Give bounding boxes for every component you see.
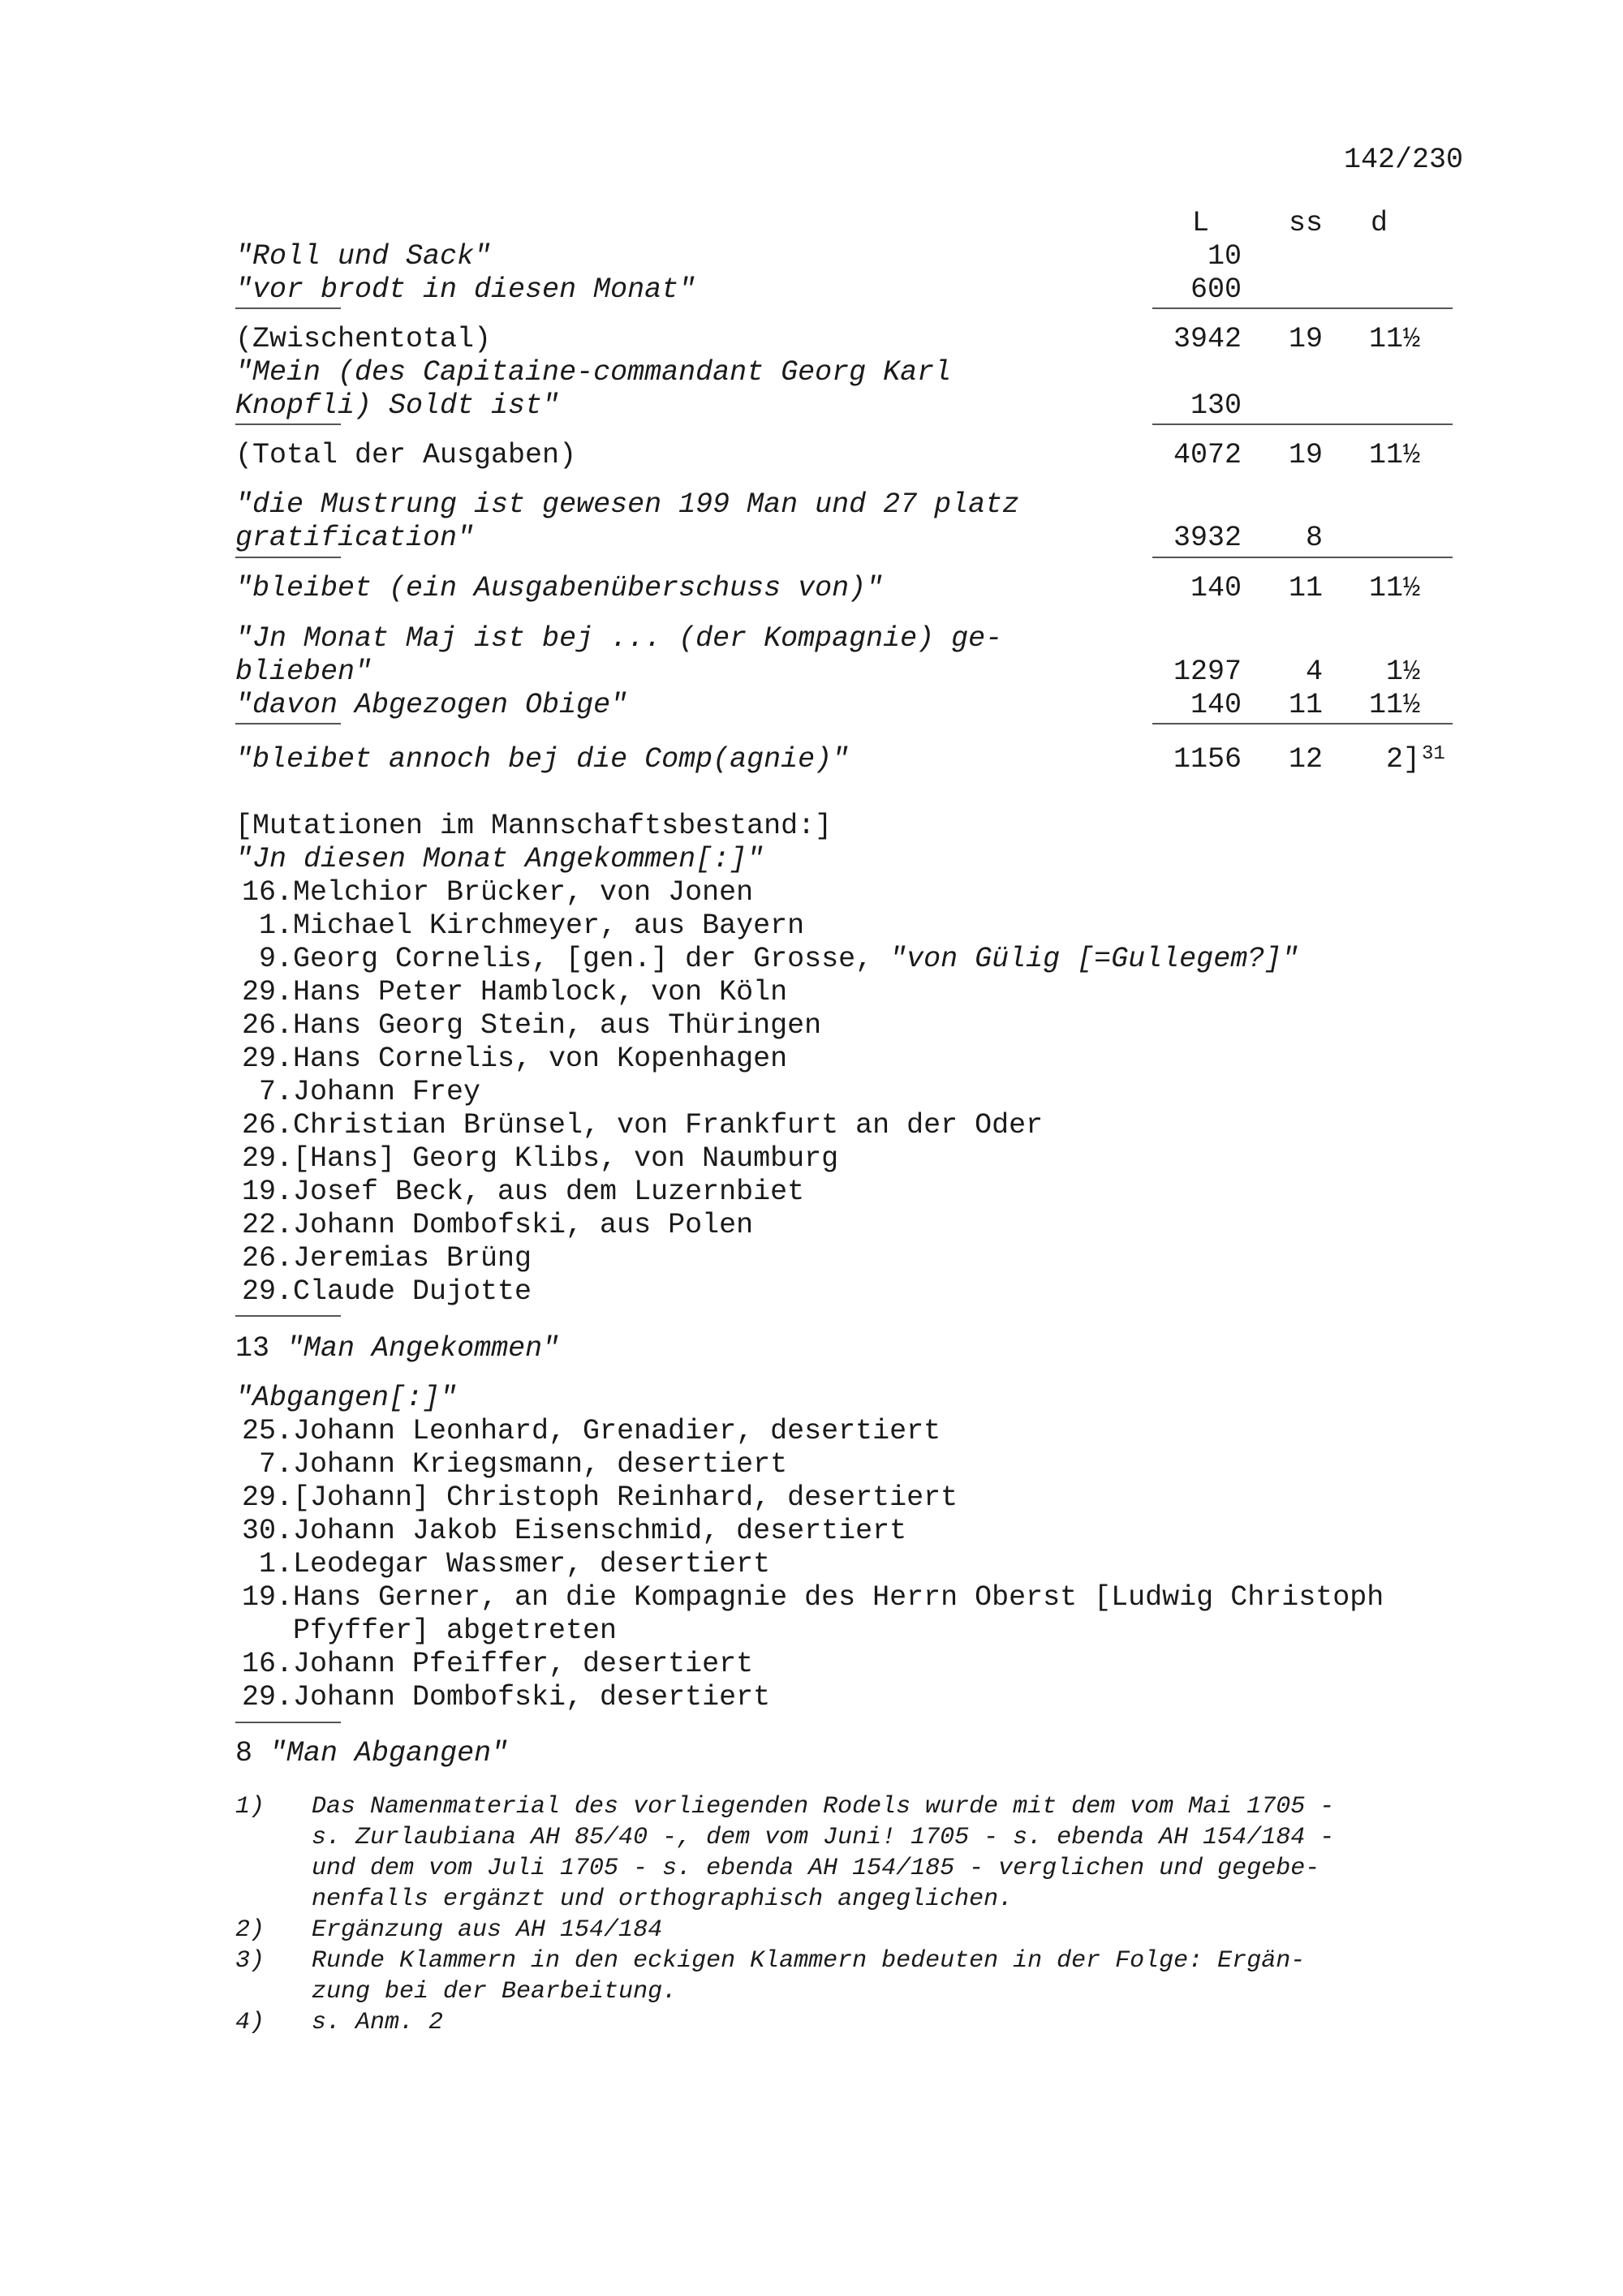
list-underline	[235, 1315, 341, 1317]
departure-text: Johann Kriegsmann, desertiert	[293, 1448, 788, 1481]
arrival-entry	[233, 976, 787, 1009]
ledger-label-total: (Total der Ausgaben)	[235, 439, 577, 471]
arrival-origin-quote: "von Gülig [=Gullegem?]"	[889, 943, 1299, 975]
arrival-day: 29.	[241, 976, 293, 1008]
arrival-day: 1.	[258, 909, 293, 942]
departure-day: 7.	[258, 1448, 293, 1481]
departure-entry	[233, 1515, 906, 1548]
ledger-maj-l: 1297	[1173, 656, 1242, 688]
ledger-annoch-d-value: 2]	[1385, 743, 1420, 776]
ledger-total-ss: 19	[1288, 439, 1323, 471]
sum-rule	[1152, 557, 1453, 558]
arrival-entry	[233, 1176, 804, 1209]
footnote-ref-31: 31	[1422, 743, 1445, 765]
ledger-bleibet-ss: 11	[1288, 572, 1323, 604]
arrival-entry	[233, 1209, 753, 1242]
arrival-day: 22.	[241, 1209, 293, 1241]
departure-day: 16.	[241, 1648, 293, 1680]
sum-rule	[1152, 723, 1453, 724]
footnote-text: zung bei der Bearbeitung.	[312, 1978, 678, 2006]
ledger-soldt-l: 130	[1190, 389, 1242, 422]
arrival-text: Johann Frey	[293, 1076, 481, 1108]
arrival-text: Johann Dombofski, aus Polen	[293, 1209, 754, 1241]
arrival-day: 26.	[241, 1009, 293, 1042]
arrival-text: Hans Cornelis, von Kopenhagen	[293, 1043, 788, 1075]
ledger-label-brodt: "vor brodt in diesen Monat"	[235, 273, 696, 306]
label-underline	[235, 723, 341, 724]
ledger-label-mustrung-line1: "die Mustrung ist gewesen 199 Man und 27 platz	[235, 488, 1020, 521]
departure-day: 30.	[241, 1515, 293, 1547]
footnote-text: Runde Klammern in den eckigen Klammern bedeuten in der Folge: Ergän-	[312, 1947, 1306, 1975]
ledger-roll-l: 10	[1207, 240, 1242, 273]
departures-total	[235, 1737, 508, 1770]
arrival-day: 29.	[241, 1043, 293, 1075]
arrival-entry	[233, 1142, 838, 1176]
arrival-day: 7.	[258, 1076, 293, 1108]
arrivals-total-label: "Man Angekommen"	[286, 1332, 560, 1365]
ledger-zwischentotal-l: 3942	[1173, 323, 1242, 355]
ledger-abgezogen-d: 11½	[1368, 689, 1420, 721]
arrival-entry	[233, 1275, 532, 1309]
footnote-text: Das Namenmaterial des vorliegenden Rodels wurde mit dem vom Mai 1705 -	[312, 1793, 1335, 1821]
ledger-annoch-ss: 12	[1288, 743, 1323, 776]
arrival-day: 26.	[241, 1109, 293, 1142]
departure-day: 29.	[241, 1681, 293, 1713]
arrivals-total	[235, 1332, 559, 1365]
page-number: 142/230	[1344, 144, 1464, 176]
column-header-l: L	[1191, 207, 1209, 239]
arrival-day: 16.	[241, 876, 293, 909]
ledger-abgezogen-l: 140	[1190, 689, 1242, 721]
arrival-entry	[233, 876, 753, 909]
arrival-text: Georg Cornelis, [gen.] der Grosse,	[293, 943, 890, 975]
ledger-mustrung-l: 3932	[1173, 522, 1242, 554]
departure-day: 19.	[241, 1581, 293, 1614]
arrival-day: 9.	[258, 943, 293, 975]
mutations-heading: [Mutationen im Mannschaftsbestand:]	[235, 810, 833, 842]
ledger-brodt-l: 600	[1190, 273, 1242, 306]
ledger-maj-ss: 4	[1305, 656, 1323, 688]
label-underline	[235, 424, 341, 425]
ledger-annoch-d	[1347, 743, 1420, 776]
arrival-entry	[233, 1109, 1043, 1142]
arrival-day: 26.	[241, 1242, 293, 1275]
arrival-text: Christian Brünsel, von Frankfurt an der Oder	[293, 1109, 1044, 1142]
departure-entry	[233, 1448, 787, 1481]
ledger-abgezogen-ss: 11	[1288, 689, 1323, 721]
arrival-text: [Hans] Georg Klibs, von Naumburg	[293, 1142, 839, 1175]
departure-text: Leodegar Wassmer, desertiert	[293, 1548, 771, 1580]
departures-total-label: "Man Abgangen"	[269, 1737, 509, 1769]
footnote-text: Ergänzung aus AH 154/184	[312, 1916, 663, 1944]
footnote-number: 1)	[235, 1793, 265, 1821]
departure-text: Johann Leonhard, Grenadier, desertiert	[293, 1415, 941, 1447]
ledger-label-bleibet: "bleibet (ein Ausgabenüberschuss von)"	[235, 572, 884, 604]
arrivals-count: 13	[235, 1332, 270, 1365]
column-header-ss: ss	[1288, 207, 1323, 239]
departure-entry	[233, 1581, 1384, 1615]
arrival-day: 29.	[241, 1275, 293, 1308]
arrival-text: Josef Beck, aus dem Luzernbiet	[293, 1176, 805, 1208]
ledger-label-abgezogen: "davon Abgezogen Obige"	[235, 689, 628, 721]
departure-entry	[233, 1548, 770, 1581]
departure-day: 1.	[258, 1548, 293, 1580]
footnote-number: 4)	[235, 2009, 265, 2036]
arrival-entry	[233, 1043, 787, 1076]
ledger-mustrung-ss: 8	[1305, 522, 1323, 554]
arrival-text: Hans Georg Stein, aus Thüringen	[293, 1009, 822, 1042]
departures-count: 8	[235, 1737, 253, 1769]
footnote-text: s. Anm. 2	[312, 2009, 444, 2036]
arrival-day: 29.	[241, 1142, 293, 1175]
departure-text: [Johann] Christoph Reinhard, desertiert	[293, 1481, 958, 1514]
departure-entry	[233, 1415, 941, 1448]
ledger-label-mustrung-line2: gratification"	[235, 522, 475, 554]
ledger-label-annoch: "bleibet annoch bej die Comp(agnie)"	[235, 743, 850, 776]
ledger-total-d: 11½	[1368, 439, 1420, 471]
ledger-zwischentotal-d: 11½	[1368, 323, 1420, 355]
ledger-maj-d: 1½	[1385, 656, 1420, 688]
arrivals-heading: "Jn diesen Monat Angekommen[:]"	[235, 843, 764, 875]
footnote-text: s. Zurlaubiana AH 85/40 -, dem vom Juni! 1705 - s. ebenda AH 154/184 -	[312, 1824, 1335, 1851]
arrival-entry	[233, 1009, 821, 1043]
ledger-total-l: 4072	[1173, 439, 1242, 471]
footnote-number: 3)	[235, 1947, 265, 1975]
ledger-label-soldt-line1: "Mein (des Capitaine-commandant Georg Karl	[235, 356, 952, 389]
ledger-bleibet-l: 140	[1190, 572, 1242, 604]
ledger-label-maj-line2: blieben"	[235, 656, 372, 688]
sum-rule	[1152, 307, 1453, 309]
departure-day: 29.	[241, 1481, 293, 1514]
departure-continuation: Pfyffer] abgetreten	[293, 1615, 618, 1647]
ledger-bleibet-d: 11½	[1368, 572, 1420, 604]
departure-day: 25.	[241, 1415, 293, 1447]
label-underline	[235, 307, 341, 309]
footnote-number: 2)	[235, 1916, 265, 1944]
label-underline	[235, 557, 341, 558]
footnote-text: nenfalls ergänzt und orthographisch angeglichen.	[312, 1885, 1014, 1913]
departure-text: Hans Gerner, an die Kompagnie des Herrn Oberst [Ludwig Christoph	[293, 1581, 1384, 1614]
departure-text: Johann Dombofski, desertiert	[293, 1681, 771, 1713]
arrival-text: Jeremias Brüng	[293, 1242, 532, 1275]
list-underline	[235, 1722, 341, 1723]
sum-rule	[1152, 424, 1453, 425]
arrival-entry	[233, 943, 1298, 976]
arrival-text: Claude Dujotte	[293, 1275, 532, 1308]
arrival-day: 19.	[241, 1176, 293, 1208]
footnote-text: und dem vom Juli 1705 - s. ebenda AH 154/185 - verglichen und gegebe-	[312, 1855, 1320, 1882]
ledger-label-roll: "Roll und Sack"	[235, 240, 492, 273]
arrival-text: Michael Kirchmeyer, aus Bayern	[293, 909, 805, 942]
departure-text: Johann Pfeiffer, desertiert	[293, 1648, 754, 1680]
ledger-zwischentotal-ss: 19	[1288, 323, 1323, 355]
arrival-text: Hans Peter Hamblock, von Köln	[293, 976, 788, 1008]
departure-entry	[233, 1648, 753, 1681]
departure-entry	[233, 1681, 770, 1714]
ledger-label-soldt-line2: Knopfli) Soldt ist"	[235, 389, 560, 422]
ledger-label-maj-line1: "Jn Monat Maj ist bej ... (der Kompagnie) ge-	[235, 622, 1003, 655]
departure-text: Johann Jakob Eisenschmid, desertiert	[293, 1515, 907, 1547]
departures-heading: "Abgangen[:]"	[235, 1382, 458, 1414]
ledger-annoch-l: 1156	[1173, 743, 1242, 776]
arrival-entry	[233, 909, 804, 943]
column-header-d: d	[1370, 207, 1388, 239]
departure-entry	[233, 1481, 958, 1515]
arrival-entry	[233, 1076, 480, 1109]
arrival-entry	[233, 1242, 532, 1275]
arrival-text: Melchior Brücker, von Jonen	[293, 876, 754, 909]
ledger-label-zwischentotal: (Zwischentotal)	[235, 323, 492, 355]
